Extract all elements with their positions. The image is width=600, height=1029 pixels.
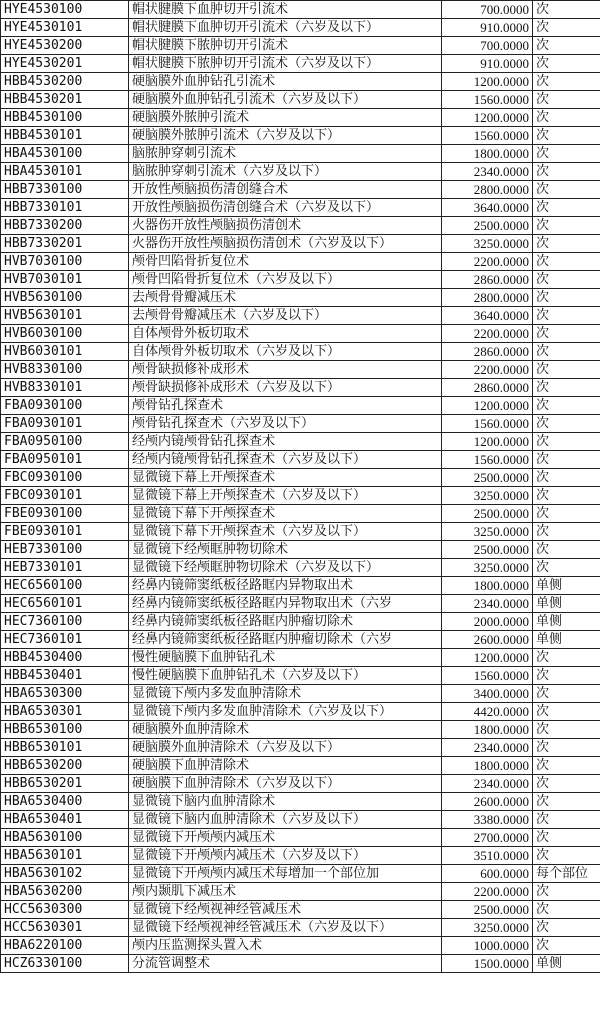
unit-cell: 次 xyxy=(533,901,600,919)
item-code-cell: HBA4530100 xyxy=(1,145,129,163)
unit-cell: 单侧 xyxy=(533,955,600,973)
item-code-cell: FBE0930101 xyxy=(1,523,129,541)
price-cell: 2600.0000 xyxy=(442,793,533,811)
unit-cell: 单侧 xyxy=(533,631,600,649)
unit-cell: 次 xyxy=(533,145,600,163)
unit-cell: 次 xyxy=(533,307,600,325)
unit-cell: 次 xyxy=(533,433,600,451)
item-code-cell: HYE4530100 xyxy=(1,1,129,19)
unit-cell: 次 xyxy=(533,469,600,487)
unit-cell: 单侧 xyxy=(533,613,600,631)
unit-cell: 次 xyxy=(533,541,600,559)
item-code-cell: HBB4530201 xyxy=(1,91,129,109)
item-code-cell: HBB7330201 xyxy=(1,235,129,253)
unit-cell: 每个部位 xyxy=(533,865,600,883)
table-row xyxy=(1,433,600,451)
unit-cell: 次 xyxy=(533,883,600,901)
unit-cell: 次 xyxy=(533,415,600,433)
item-code-cell: HBB4530101 xyxy=(1,127,129,145)
item-code-cell: HYE4530201 xyxy=(1,55,129,73)
table-row xyxy=(1,595,600,613)
table-row xyxy=(1,91,600,109)
price-cell: 2500.0000 xyxy=(442,217,533,235)
item-code-cell: FBA0930101 xyxy=(1,415,129,433)
unit-cell: 次 xyxy=(533,127,600,145)
item-code-cell: FBC0930101 xyxy=(1,487,129,505)
table-row xyxy=(1,379,600,397)
item-name-cell: 硬脑膜外血肿钻孔引流术 xyxy=(129,73,442,91)
item-name-cell: 开放性颅脑损伤清创缝合术 xyxy=(129,181,442,199)
unit-cell: 次 xyxy=(533,523,600,541)
price-cell: 2200.0000 xyxy=(442,325,533,343)
unit-cell: 次 xyxy=(533,343,600,361)
price-cell: 2340.0000 xyxy=(442,739,533,757)
price-cell: 1560.0000 xyxy=(442,415,533,433)
item-name-cell: 经鼻内镜筛窦纸板径路眶内肿瘤切除术（六岁 xyxy=(129,631,442,649)
price-cell: 700.0000 xyxy=(442,1,533,19)
price-cell: 2500.0000 xyxy=(442,505,533,523)
item-name-cell: 显微镜下幕上开颅探查术 xyxy=(129,469,442,487)
item-name-cell: 火器伤开放性颅脑损伤清创术 xyxy=(129,217,442,235)
unit-cell: 次 xyxy=(533,721,600,739)
item-name-cell: 显微镜下开颅颅内减压术 xyxy=(129,829,442,847)
item-code-cell: FBA0930100 xyxy=(1,397,129,415)
item-name-cell: 经颅内镜颅骨钻孔探查术 xyxy=(129,433,442,451)
table-row xyxy=(1,793,600,811)
price-cell: 1560.0000 xyxy=(442,451,533,469)
item-code-cell: HYE4530101 xyxy=(1,19,129,37)
table-row xyxy=(1,217,600,235)
price-cell: 3380.0000 xyxy=(442,811,533,829)
price-cell: 2800.0000 xyxy=(442,289,533,307)
price-cell: 2700.0000 xyxy=(442,829,533,847)
price-cell: 2200.0000 xyxy=(442,361,533,379)
item-code-cell: HBA6530401 xyxy=(1,811,129,829)
item-name-cell: 硬脑膜下血肿清除术（六岁及以下） xyxy=(129,775,442,793)
item-name-cell: 去颅骨骨瓣减压术 xyxy=(129,289,442,307)
item-name-cell: 经鼻内镜筛窦纸板径路眶内异物取出术（六岁 xyxy=(129,595,442,613)
item-code-cell: HVB8330101 xyxy=(1,379,129,397)
table-row xyxy=(1,937,600,955)
table-row xyxy=(1,613,600,631)
item-code-cell: HVB6030101 xyxy=(1,343,129,361)
item-code-cell: HBB7330100 xyxy=(1,181,129,199)
unit-cell: 次 xyxy=(533,757,600,775)
unit-cell: 次 xyxy=(533,19,600,37)
table-row xyxy=(1,469,600,487)
unit-cell: 次 xyxy=(533,739,600,757)
unit-cell: 次 xyxy=(533,235,600,253)
table-row xyxy=(1,271,600,289)
item-name-cell: 慢性硬脑膜下血肿钻孔术（六岁及以下） xyxy=(129,667,442,685)
price-cell: 1200.0000 xyxy=(442,109,533,127)
item-name-cell: 显微镜下脑内血肿清除术（六岁及以下） xyxy=(129,811,442,829)
item-code-cell: HBB4530400 xyxy=(1,649,129,667)
item-code-cell: HBB6530101 xyxy=(1,739,129,757)
price-cell: 3250.0000 xyxy=(442,523,533,541)
unit-cell: 次 xyxy=(533,685,600,703)
item-name-cell: 分流管调整术 xyxy=(129,955,442,973)
item-name-cell: 脑脓肿穿刺引流术 xyxy=(129,145,442,163)
item-name-cell: 慢性硬脑膜下血肿钻孔术 xyxy=(129,649,442,667)
table-row xyxy=(1,919,600,937)
table-row xyxy=(1,541,600,559)
unit-cell: 次 xyxy=(533,109,600,127)
item-name-cell: 自体颅骨外板切取术（六岁及以下） xyxy=(129,343,442,361)
unit-cell: 次 xyxy=(533,847,600,865)
item-code-cell: HBB7330101 xyxy=(1,199,129,217)
price-cell: 2340.0000 xyxy=(442,775,533,793)
price-cell: 1560.0000 xyxy=(442,667,533,685)
table-row xyxy=(1,955,600,973)
table-row xyxy=(1,253,600,271)
price-cell: 2860.0000 xyxy=(442,271,533,289)
item-code-cell: HEC6560101 xyxy=(1,595,129,613)
item-name-cell: 硬脑膜外血肿清除术（六岁及以下） xyxy=(129,739,442,757)
price-cell: 1200.0000 xyxy=(442,73,533,91)
item-code-cell: FBC0930100 xyxy=(1,469,129,487)
price-cell: 1800.0000 xyxy=(442,721,533,739)
price-cell: 2500.0000 xyxy=(442,541,533,559)
item-name-cell: 颅内压监测探头置入术 xyxy=(129,937,442,955)
item-code-cell: HVB7030100 xyxy=(1,253,129,271)
item-name-cell: 颅骨缺损修补成形术（六岁及以下） xyxy=(129,379,442,397)
table-row xyxy=(1,721,600,739)
table-row xyxy=(1,811,600,829)
unit-cell: 次 xyxy=(533,559,600,577)
unit-cell: 次 xyxy=(533,379,600,397)
price-cell: 3250.0000 xyxy=(442,235,533,253)
item-code-cell: HVB6030100 xyxy=(1,325,129,343)
table-row xyxy=(1,325,600,343)
price-cell: 3250.0000 xyxy=(442,559,533,577)
table-row xyxy=(1,163,600,181)
table-row xyxy=(1,307,600,325)
item-code-cell: HCC5630300 xyxy=(1,901,129,919)
item-code-cell: FBE0930100 xyxy=(1,505,129,523)
item-name-cell: 显微镜下幕上开颅探查术（六岁及以下） xyxy=(129,487,442,505)
table-row xyxy=(1,55,600,73)
item-name-cell: 硬脑膜外脓肿引流术（六岁及以下） xyxy=(129,127,442,145)
item-code-cell: FBA0950101 xyxy=(1,451,129,469)
price-cell: 1200.0000 xyxy=(442,397,533,415)
item-name-cell: 显微镜下幕下开颅探查术（六岁及以下） xyxy=(129,523,442,541)
item-code-cell: HEC7360101 xyxy=(1,631,129,649)
price-cell: 1200.0000 xyxy=(442,433,533,451)
item-name-cell: 帽状腱膜下脓肿切开引流术 xyxy=(129,37,442,55)
item-code-cell: HVB7030101 xyxy=(1,271,129,289)
price-cell: 1800.0000 xyxy=(442,757,533,775)
price-cell: 2500.0000 xyxy=(442,901,533,919)
unit-cell: 次 xyxy=(533,91,600,109)
unit-cell: 次 xyxy=(533,793,600,811)
item-name-cell: 显微镜下经颅眶肿物切除术（六岁及以下） xyxy=(129,559,442,577)
price-cell: 1560.0000 xyxy=(442,91,533,109)
unit-cell: 次 xyxy=(533,361,600,379)
item-code-cell: HEB7330100 xyxy=(1,541,129,559)
table-row xyxy=(1,847,600,865)
table-row xyxy=(1,865,600,883)
item-code-cell: HBA5630200 xyxy=(1,883,129,901)
item-code-cell: HVB8330100 xyxy=(1,361,129,379)
item-name-cell: 自体颅骨外板切取术 xyxy=(129,325,442,343)
unit-cell: 次 xyxy=(533,811,600,829)
table-row xyxy=(1,901,600,919)
price-cell: 1200.0000 xyxy=(442,649,533,667)
table-row xyxy=(1,631,600,649)
unit-cell: 次 xyxy=(533,55,600,73)
table-row xyxy=(1,559,600,577)
item-name-cell: 显微镜下开颅颅内减压术每增加一个部位加 xyxy=(129,865,442,883)
unit-cell: 次 xyxy=(533,397,600,415)
item-name-cell: 显微镜下开颅颅内减压术（六岁及以下） xyxy=(129,847,442,865)
unit-cell: 次 xyxy=(533,73,600,91)
item-code-cell: HBB4530200 xyxy=(1,73,129,91)
price-cell: 2340.0000 xyxy=(442,595,533,613)
table-row xyxy=(1,343,600,361)
item-code-cell: HBB4530100 xyxy=(1,109,129,127)
table-row xyxy=(1,757,600,775)
item-code-cell: HBA6220100 xyxy=(1,937,129,955)
item-code-cell: HBB4530401 xyxy=(1,667,129,685)
item-code-cell: HBA6530301 xyxy=(1,703,129,721)
price-cell: 2600.0000 xyxy=(442,631,533,649)
price-cell: 910.0000 xyxy=(442,19,533,37)
unit-cell: 次 xyxy=(533,919,600,937)
item-code-cell: HBB7330200 xyxy=(1,217,129,235)
item-code-cell: HBB6530200 xyxy=(1,757,129,775)
item-name-cell: 显微镜下幕下开颅探查术 xyxy=(129,505,442,523)
table-row xyxy=(1,37,600,55)
unit-cell: 次 xyxy=(533,37,600,55)
unit-cell: 次 xyxy=(533,181,600,199)
item-code-cell: HCZ6330100 xyxy=(1,955,129,973)
item-name-cell: 帽状腱膜下血肿切开引流术（六岁及以下） xyxy=(129,19,442,37)
item-code-cell: HBB6530201 xyxy=(1,775,129,793)
item-code-cell: FBA0950100 xyxy=(1,433,129,451)
table-row xyxy=(1,109,600,127)
price-cell: 3400.0000 xyxy=(442,685,533,703)
price-cell: 2200.0000 xyxy=(442,883,533,901)
item-name-cell: 硬脑膜外脓肿引流术 xyxy=(129,109,442,127)
unit-cell: 次 xyxy=(533,487,600,505)
price-cell: 3640.0000 xyxy=(442,307,533,325)
table-row xyxy=(1,397,600,415)
table-row xyxy=(1,19,600,37)
table-row xyxy=(1,523,600,541)
unit-cell: 次 xyxy=(533,253,600,271)
item-code-cell: HBB6530100 xyxy=(1,721,129,739)
table-row xyxy=(1,73,600,91)
item-name-cell: 硬脑膜下血肿清除术 xyxy=(129,757,442,775)
table-row xyxy=(1,883,600,901)
unit-cell: 次 xyxy=(533,667,600,685)
item-name-cell: 颅骨缺损修补成形术 xyxy=(129,361,442,379)
table-row xyxy=(1,145,600,163)
price-cell: 910.0000 xyxy=(442,55,533,73)
item-code-cell: HBA5630102 xyxy=(1,865,129,883)
unit-cell: 单侧 xyxy=(533,595,600,613)
item-code-cell: HBA5630101 xyxy=(1,847,129,865)
item-name-cell: 硬脑膜外血肿清除术 xyxy=(129,721,442,739)
unit-cell: 次 xyxy=(533,163,600,181)
item-name-cell: 经鼻内镜筛窦纸板径路眶内肿瘤切除术 xyxy=(129,613,442,631)
unit-cell: 单侧 xyxy=(533,577,600,595)
item-name-cell: 显微镜下经颅视神经管减压术（六岁及以下） xyxy=(129,919,442,937)
price-cell: 1800.0000 xyxy=(442,145,533,163)
table-row xyxy=(1,199,600,217)
price-cell: 3250.0000 xyxy=(442,919,533,937)
item-name-cell: 硬脑膜外血肿钻孔引流术（六岁及以下） xyxy=(129,91,442,109)
unit-cell: 次 xyxy=(533,829,600,847)
item-code-cell: HBA5630100 xyxy=(1,829,129,847)
item-name-cell: 帽状腱膜下脓肿切开引流术（六岁及以下） xyxy=(129,55,442,73)
table-row xyxy=(1,415,600,433)
table-row xyxy=(1,685,600,703)
price-cell: 3640.0000 xyxy=(442,199,533,217)
price-cell: 1800.0000 xyxy=(442,577,533,595)
item-code-cell: HYE4530200 xyxy=(1,37,129,55)
item-name-cell: 脑脓肿穿刺引流术（六岁及以下） xyxy=(129,163,442,181)
unit-cell: 次 xyxy=(533,217,600,235)
unit-cell: 次 xyxy=(533,649,600,667)
unit-cell: 次 xyxy=(533,937,600,955)
item-name-cell: 经鼻内镜筛窦纸板径路眶内异物取出术 xyxy=(129,577,442,595)
item-code-cell: HBA4530101 xyxy=(1,163,129,181)
item-code-cell: HBA6530300 xyxy=(1,685,129,703)
item-code-cell: HEB7330101 xyxy=(1,559,129,577)
item-code-cell: HVB5630101 xyxy=(1,307,129,325)
table-row xyxy=(1,127,600,145)
price-cell: 2200.0000 xyxy=(442,253,533,271)
item-name-cell: 火器伤开放性颅脑损伤清创术（六岁及以下） xyxy=(129,235,442,253)
price-cell: 2000.0000 xyxy=(442,613,533,631)
table-row xyxy=(1,1,600,19)
unit-cell: 次 xyxy=(533,325,600,343)
item-code-cell: HBA6530400 xyxy=(1,793,129,811)
item-code-cell: HEC6560100 xyxy=(1,577,129,595)
unit-cell: 次 xyxy=(533,775,600,793)
item-name-cell: 经颅内镜颅骨钻孔探查术（六岁及以下） xyxy=(129,451,442,469)
price-cell: 1560.0000 xyxy=(442,127,533,145)
item-name-cell: 颅骨钻孔探查术 xyxy=(129,397,442,415)
item-name-cell: 颅骨凹陷骨折复位术（六岁及以下） xyxy=(129,271,442,289)
price-cell: 700.0000 xyxy=(442,37,533,55)
price-cell: 2340.0000 xyxy=(442,163,533,181)
table-row xyxy=(1,487,600,505)
price-cell: 3250.0000 xyxy=(442,487,533,505)
item-code-cell: HVB5630100 xyxy=(1,289,129,307)
table-row xyxy=(1,829,600,847)
price-cell: 2860.0000 xyxy=(442,379,533,397)
item-name-cell: 开放性颅脑损伤清创缝合术（六岁及以下） xyxy=(129,199,442,217)
item-name-cell: 颅内颞肌下减压术 xyxy=(129,883,442,901)
price-cell: 3510.0000 xyxy=(442,847,533,865)
unit-cell: 次 xyxy=(533,289,600,307)
price-cell: 2500.0000 xyxy=(442,469,533,487)
table-row xyxy=(1,577,600,595)
price-cell: 2860.0000 xyxy=(442,343,533,361)
item-name-cell: 显微镜下脑内血肿清除术 xyxy=(129,793,442,811)
item-code-cell: HEC7360100 xyxy=(1,613,129,631)
item-name-cell: 显微镜下经颅视神经管减压术 xyxy=(129,901,442,919)
table-row xyxy=(1,451,600,469)
price-cell: 1000.0000 xyxy=(442,937,533,955)
unit-cell: 次 xyxy=(533,703,600,721)
unit-cell: 次 xyxy=(533,451,600,469)
price-cell: 2800.0000 xyxy=(442,181,533,199)
unit-cell: 次 xyxy=(533,505,600,523)
table-row xyxy=(1,289,600,307)
unit-cell: 次 xyxy=(533,199,600,217)
item-name-cell: 颅骨凹陷骨折复位术 xyxy=(129,253,442,271)
table-row xyxy=(1,649,600,667)
item-name-cell: 去颅骨骨瓣减压术（六岁及以下） xyxy=(129,307,442,325)
table-row xyxy=(1,181,600,199)
price-cell: 1500.0000 xyxy=(442,955,533,973)
table-body xyxy=(1,1,600,973)
table-row xyxy=(1,739,600,757)
table-row xyxy=(1,667,600,685)
table-row xyxy=(1,361,600,379)
table-row xyxy=(1,703,600,721)
unit-cell: 次 xyxy=(533,271,600,289)
item-name-cell: 显微镜下颅内多发血肿清除术 xyxy=(129,685,442,703)
item-name-cell: 帽状腱膜下血肿切开引流术 xyxy=(129,1,442,19)
price-cell: 600.0000 xyxy=(442,865,533,883)
price-cell: 4420.0000 xyxy=(442,703,533,721)
item-name-cell: 显微镜下颅内多发血肿清除术（六岁及以下） xyxy=(129,703,442,721)
table-row xyxy=(1,235,600,253)
table-row xyxy=(1,505,600,523)
item-name-cell: 显微镜下经颅眶肿物切除术 xyxy=(129,541,442,559)
item-code-cell: HCC5630301 xyxy=(1,919,129,937)
item-name-cell: 颅骨钻孔探查术（六岁及以下） xyxy=(129,415,442,433)
unit-cell: 次 xyxy=(533,1,600,19)
table-row xyxy=(1,775,600,793)
